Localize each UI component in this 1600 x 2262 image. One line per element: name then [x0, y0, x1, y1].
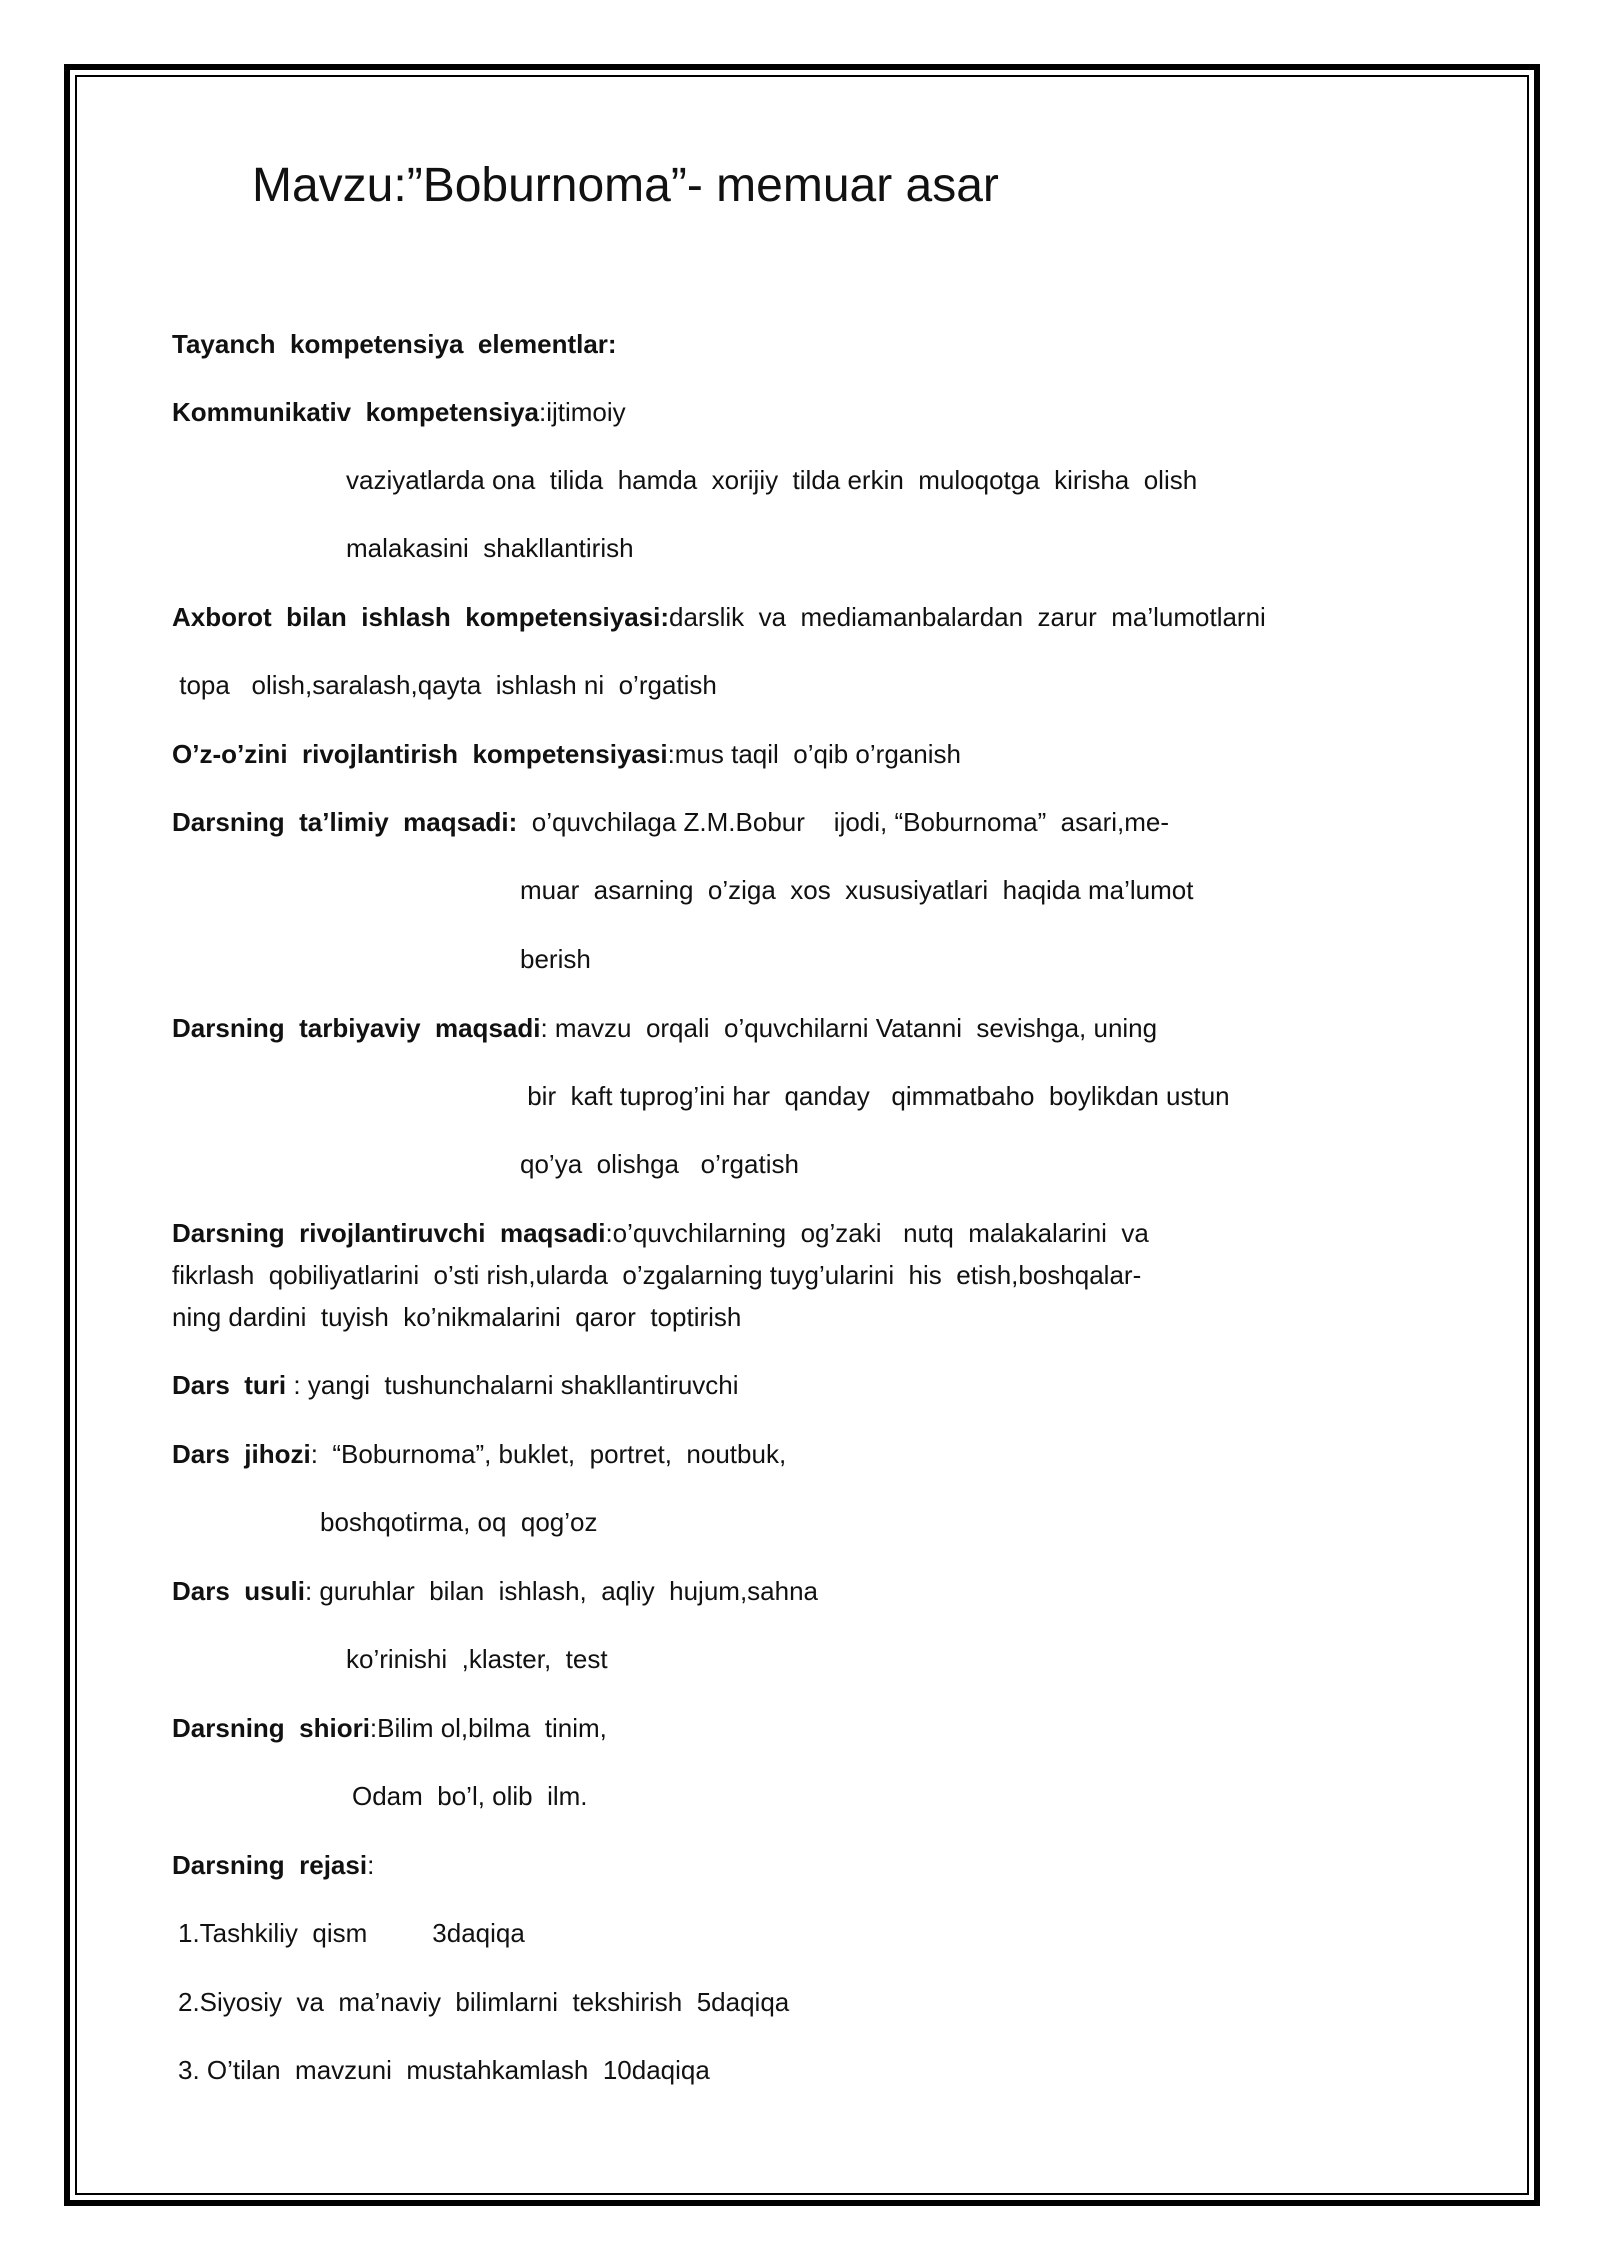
talimiy-line-2: muar asarning o’ziga xos xususiyatlari haqida ma’lumot [520, 875, 1194, 905]
dars-jihozi-label: Dars jihozi [172, 1439, 311, 1469]
dars-jihozi-line-1 [172, 1436, 786, 1472]
tarbiyaviy-label: Darsning tarbiyaviy maqsadi [172, 1013, 541, 1043]
dars-jihozi-text-1: : “Boburnoma”, buklet, portret, noutbuk, [310, 1439, 787, 1469]
talimiy-line-3: berish [520, 944, 591, 974]
talimiy-label: Darsning ta’limiy maqsadi: [172, 807, 518, 837]
kommunikativ-line-3: malakasini shakllantirish [346, 533, 634, 563]
dars-jihozi-line-2: boshqotirma, oq qog’oz [320, 1507, 598, 1537]
shiori-line-2: Odam bo’l, olib ilm. [352, 1781, 588, 1811]
axborot-label: Axborot bilan ishlash kompetensiyasi: [172, 602, 670, 632]
rejasi-item-3: 3. O’tilan mavzuni mustahkamlash 10daqiqa [178, 2055, 710, 2085]
rivojlantiruvchi-line-1 [172, 1215, 1149, 1251]
rejasi-label: Darsning rejasi [172, 1850, 368, 1880]
tarbiyaviy-line-1 [172, 1010, 1157, 1046]
talimiy-line-1 [172, 804, 1169, 840]
kommunikativ-label: Kommunikativ kompetensiya [172, 397, 539, 427]
shiori-line-1 [172, 1710, 607, 1746]
tarbiyaviy-line-2: bir kaft tuprog’ini har qanday qimmatbaho boylikdan ustun [520, 1081, 1230, 1111]
dars-turi-text-1: : yangi tushunchalarni shakllantiruvchi [286, 1370, 739, 1400]
tayanch-label: Tayanch kompetensiya elementlar: [172, 329, 617, 359]
rejasi-item-2: 2.Siyosiy va ma’naviy bilimlarni tekshirish 5daqiqa [178, 1987, 790, 2017]
rejasi-colon: : [367, 1850, 375, 1880]
shiori-text-1: :Bilim ol,bilma tinim, [369, 1713, 607, 1743]
oz-ozini-line-1 [172, 736, 961, 772]
talimiy-text-1: o’quvchilaga Z.M.Bobur ijodi, “Boburnoma” asari,me- [517, 807, 1170, 837]
rivojlantiruvchi-line-3: ning dardini tuyish ko’nikmalarini qaror toptirish [172, 1302, 742, 1332]
dars-usuli-line-2: ko’rinishi ,klaster, test [346, 1644, 608, 1674]
axborot-text-1: darslik va mediamanbalardan zarur ma’lumotlarni [669, 602, 1266, 632]
rejasi-heading [172, 1847, 374, 1883]
dars-turi-line-1 [172, 1367, 739, 1403]
dars-usuli-label: Dars usuli [172, 1576, 305, 1606]
tayanch-heading [172, 326, 617, 362]
shiori-label: Darsning shiori [172, 1713, 370, 1743]
dars-turi-label: Dars turi [172, 1370, 287, 1400]
page-title: Mavzu:”Boburnoma”- memuar asar [252, 159, 999, 212]
oz-ozini-label: O’z-o’zini rivojlantirish kompetensiyasi [172, 739, 668, 769]
kommunikativ-text-1: :ijtimoiy [539, 397, 626, 427]
rivojlantiruvchi-label: Darsning rivojlantiruvchi maqsadi [172, 1218, 606, 1248]
tarbiyaviy-line-3: qo’ya olishga o’rgatish [520, 1149, 799, 1179]
rejasi-item-1: 1.Tashkiliy qism 3daqiqa [178, 1918, 525, 1948]
dars-usuli-line-1 [172, 1573, 818, 1609]
dars-usuli-text-1: : guruhlar bilan ishlash, aqliy hujum,sahna [304, 1576, 819, 1606]
rivojlantiruvchi-line-2: fikrlash qobiliyatlarini o’sti rish,ularda o’zgalarning tuyg’ularini his etish,boshqalar- [172, 1260, 1142, 1290]
oz-ozini-text-1: :mus taqil o’qib o’rganish [667, 739, 961, 769]
rivojlantiruvchi-text-1: :o’quvchilarning og’zaki nutq malakalarini va [605, 1218, 1149, 1248]
tarbiyaviy-text-1: : mavzu orqali o’quvchilarni Vatanni sevishga, uning [540, 1013, 1158, 1043]
kommunikativ-line-1 [172, 394, 626, 430]
axborot-line-2: topa olish,saralash,qayta ishlash ni o’rgatish [172, 670, 717, 700]
axborot-line-1 [172, 599, 1266, 635]
kommunikativ-line-2: vaziyatlarda ona tilida hamda xorijiy tilda erkin muloqotga kirisha olish [346, 465, 1198, 495]
